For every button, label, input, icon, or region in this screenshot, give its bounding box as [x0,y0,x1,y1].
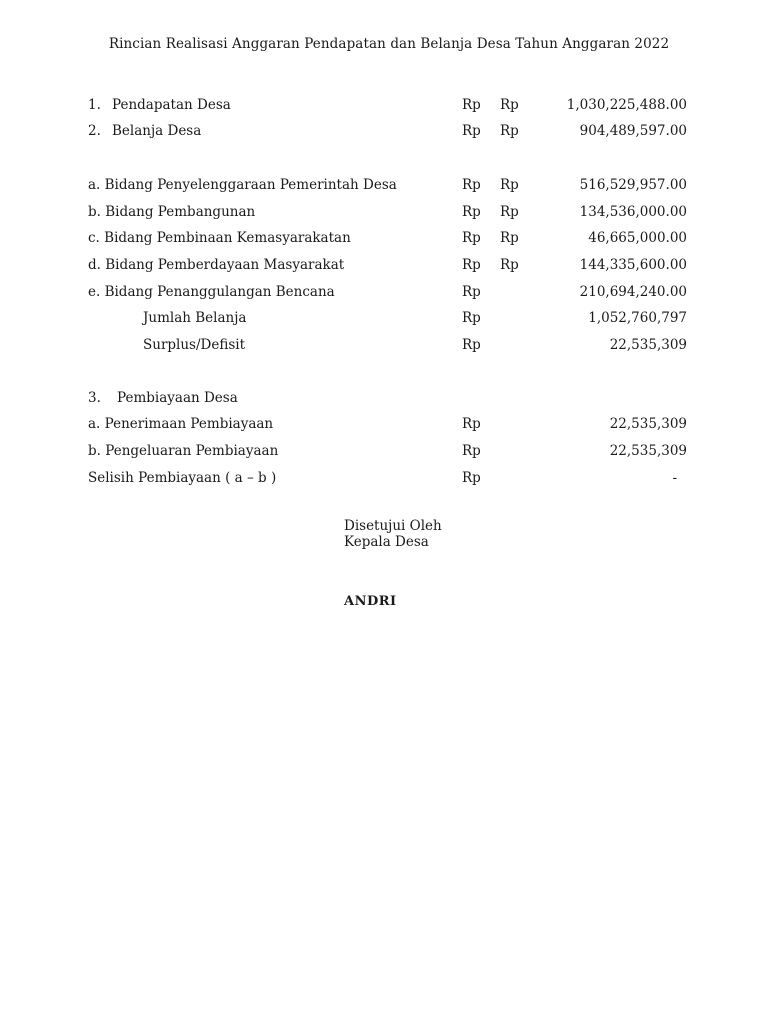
row-number: 1. [88,97,101,113]
currency-label: Rp [500,123,519,139]
row-label: b. Bidang Pembangunan [88,204,256,220]
amount-value: 144,335,600.00 [579,257,687,273]
table-row-penerimaan-pembiayaan [0,415,768,433]
row-label: c. Bidang Pembinaan Kemasyarakatan [88,230,351,246]
table-row-bidang-e [0,283,768,301]
currency-label: Rp [462,123,481,139]
row-text: Belanja Desa [112,123,202,139]
currency-label: Rp [462,230,481,246]
table-row-surplus-defisit [0,336,768,354]
table-row-bidang-d [0,256,768,274]
amount-value: 516,529,957.00 [579,177,687,193]
amount-value: 46,665,000.00 [588,230,687,246]
currency-label: Rp [500,230,519,246]
amount-value: 22,535,309 [609,416,687,432]
signer-name: ANDRI [344,594,397,609]
currency-label: Rp [462,416,481,432]
document-title: Rincian Realisasi Anggaran Pendapatan dan Belanja Desa Tahun Anggaran 2022 [108,36,670,52]
row-number: 3. [88,390,101,406]
row-label: a. Bidang Penyelenggaraan Pemerintah Desa [88,177,397,193]
amount-value: 904,489,597.00 [579,123,687,139]
row-label: Jumlah Belanja [143,310,247,326]
currency-label: Rp [500,257,519,273]
table-row-bidang-c [0,229,768,247]
currency-label: Rp [462,177,481,193]
row-label: b. Pengeluaran Pembiayaan [88,443,279,459]
amount-value: - [672,470,677,486]
row-label [88,389,238,407]
row-text: Pembiayaan Desa [117,390,238,406]
currency-label: Rp [462,337,481,353]
currency-label: Rp [462,310,481,326]
currency-label: Rp [462,97,481,113]
row-label [88,96,231,114]
amount-value: 210,694,240.00 [579,284,687,300]
amount-value: 22,535,309 [609,337,687,353]
row-label: Selisih Pembiayaan ( a – b ) [88,470,277,486]
amount-value: 134,536,000.00 [579,204,687,220]
currency-label: Rp [500,97,519,113]
row-label [88,122,201,140]
table-row-pendapatan-desa [0,96,768,114]
table-row-bidang-b [0,203,768,221]
signer-position: Kepala Desa [344,534,429,550]
row-label: e. Bidang Penanggulangan Bencana [88,284,335,300]
currency-label: Rp [462,284,481,300]
currency-label: Rp [500,204,519,220]
row-label: Surplus/Defisit [143,337,246,353]
table-row-bidang-a [0,176,768,194]
currency-label: Rp [462,257,481,273]
currency-label: Rp [462,443,481,459]
row-text: Pendapatan Desa [112,97,231,113]
approval-label: Disetujui Oleh [344,518,442,534]
currency-label: Rp [462,470,481,486]
currency-label: Rp [462,204,481,220]
table-row-jumlah-belanja [0,309,768,327]
row-number: 2. [88,123,101,139]
amount-value: 22,535,309 [609,443,687,459]
currency-label: Rp [500,177,519,193]
row-label: d. Bidang Pemberdayaan Masyarakat [88,257,345,273]
row-label: a. Penerimaan Pembiayaan [88,416,274,432]
table-row-pembiayaan-desa [0,389,768,407]
amount-value: 1,030,225,488.00 [566,97,687,113]
amount-value: 1,052,760,797 [588,310,687,326]
table-row-pengeluaran-pembiayaan [0,442,768,460]
table-row-selisih-pembiayaan [0,469,768,487]
table-row-belanja-desa [0,122,768,140]
